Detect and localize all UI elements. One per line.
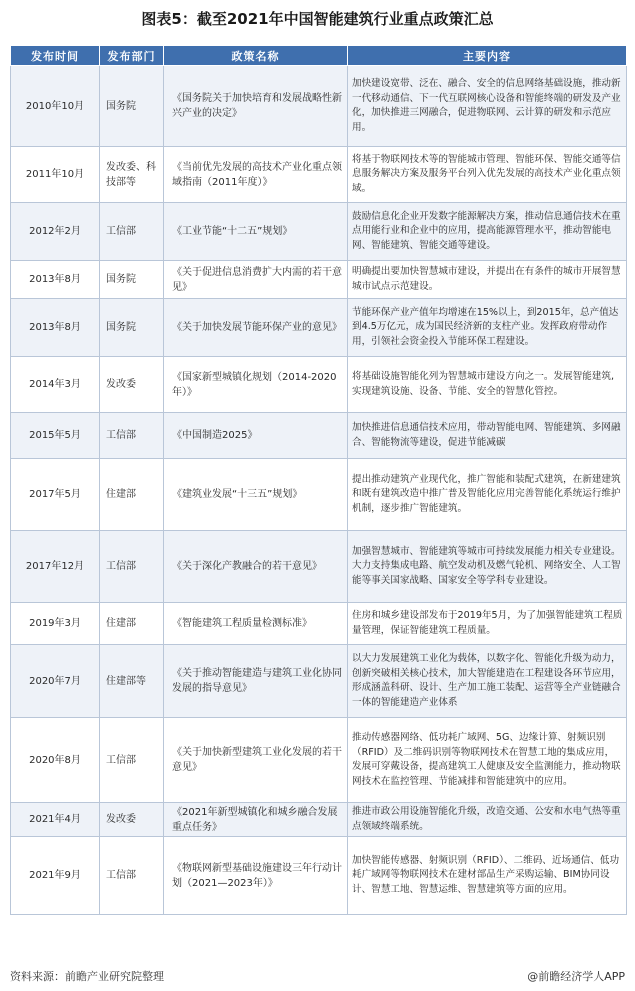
cell-date: 2012年2月 <box>11 203 100 261</box>
cell-dept: 发改委、科技部等 <box>100 147 164 203</box>
table-row <box>11 413 627 459</box>
table-row <box>11 203 627 261</box>
cell-dept: 工信部 <box>100 203 164 261</box>
table-row <box>11 261 627 299</box>
table-row <box>11 357 627 413</box>
page-title: 图表5：截至2021年中国智能建筑行业重点政策汇总 <box>141 10 494 28</box>
table-row <box>11 645 627 718</box>
header-name: 政策名称 <box>164 46 348 66</box>
cell-dept: 发改委 <box>100 357 164 413</box>
cell-date: 2019年3月 <box>11 603 100 645</box>
cell-policy-name: 《工业节能“十二五”规划》 <box>164 203 348 261</box>
policy-table <box>10 45 627 915</box>
cell-policy-name: 《关于加快发展节能环保产业的意见》 <box>164 299 348 357</box>
table-row <box>11 837 627 915</box>
cell-content: 以大力发展建筑工业化为载体，以数字化、智能化升级为动力，创新突破相关核心技术，加大智能建造在工程建设各环节应用，形成涵盖科研、设计、生产加工施工装配、运营等全产业链融合一体的智能建造产业体系 <box>348 645 627 718</box>
cell-content: 明确提出要加快智慧城市建设，并提出在有条件的城市开展智慧城市试点示范建设。 <box>348 261 627 299</box>
cell-policy-name: 《关于推动智能建造与建筑工业化协同发展的指导意见》 <box>164 645 348 718</box>
cell-policy-name: 《物联网新型基础设施建设三年行动计划（2021—2023年）》 <box>164 837 348 915</box>
cell-content: 推进市政公用设施智能化升级，改造交通、公安和水电气热等重点领域终端系统。 <box>348 803 627 837</box>
table-row <box>11 459 627 531</box>
cell-policy-name: 《关于加快新型建筑工业化发展的若干意见》 <box>164 718 348 803</box>
cell-date: 2021年9月 <box>11 837 100 915</box>
cell-dept: 国务院 <box>100 261 164 299</box>
table-row <box>11 299 627 357</box>
cell-dept: 发改委 <box>100 803 164 837</box>
cell-policy-name: 《中国制造2025》 <box>164 413 348 459</box>
cell-policy-name: 《当前优先发展的高技术产业化重点领域指南（2011年度）》 <box>164 147 348 203</box>
cell-policy-name: 《智能建筑工程质量检测标准》 <box>164 603 348 645</box>
cell-policy-name: 《2021年新型城镇化和城乡融合发展重点任务》 <box>164 803 348 837</box>
cell-dept: 国务院 <box>100 66 164 147</box>
cell-date: 2010年10月 <box>11 66 100 147</box>
cell-policy-name: 《国家新型城镇化规划（2014-2020年）》 <box>164 357 348 413</box>
cell-dept: 工信部 <box>100 413 164 459</box>
cell-dept: 工信部 <box>100 531 164 603</box>
table-row <box>11 718 627 803</box>
header-date: 发布时间 <box>11 46 100 66</box>
cell-content: 加强智慧城市、智能建筑等城市可持续发展能力相关专业建设。大力支持集成电路、航空发动机及燃气轮机、网络安全、人工智能等事关国家战略、国家安全等学科专业建设。 <box>348 531 627 603</box>
cell-content: 加快建设宽带、泛在、融合、安全的信息网络基础设施，推动新一代移动通信、下一代互联网核心设备和智能终端的研发及产业化，加快推进三网融合，促进物联网、云计算的研发和示范应用。 <box>348 66 627 147</box>
cell-date: 2017年5月 <box>11 459 100 531</box>
cell-date: 2021年4月 <box>11 803 100 837</box>
table-row <box>11 531 627 603</box>
cell-dept: 住建部等 <box>100 645 164 718</box>
cell-content: 鼓励信息化企业开发数字能源解决方案，推动信息通信技术在重点用能行业和企业中的应用，提高能源管理水平，推动智能电网、智能建筑、智能交通等建设。 <box>348 203 627 261</box>
cell-date: 2013年8月 <box>11 261 100 299</box>
table-row <box>11 803 627 837</box>
cell-content: 加快推进信息通信技术应用，带动智能电网、智能建筑、多网融合、智能物流等建设，促进节能减碳 <box>348 413 627 459</box>
cell-policy-name: 《关于深化产教融合的若干意见》 <box>164 531 348 603</box>
cell-content: 提出推动建筑产业现代化，推广智能和装配式建筑，在新建建筑和既有建筑改造中推广普及智能化应用完善智能化系统运行维护机制，逐步推广智能建筑。 <box>348 459 627 531</box>
header-dept: 发布部门 <box>100 46 164 66</box>
cell-date: 2020年8月 <box>11 718 100 803</box>
source-note: 资料来源：前瞻产业研究院整理 <box>10 970 164 983</box>
cell-content: 将基于物联网技术等的智能城市管理、智能环保、智能交通等信息服务解决方案及服务平台列入优先发展的高技术产业化重点领域。 <box>348 147 627 203</box>
cell-dept: 住建部 <box>100 459 164 531</box>
cell-policy-name: 《建筑业发展“十三五”规划》 <box>164 459 348 531</box>
cell-dept: 国务院 <box>100 299 164 357</box>
cell-content: 推动传感器网络、低功耗广域网、5G、边缘计算、射频识别（RFID）及二维码识别等物联网技术在智慧工地的集成应用，发展可穿戴设备，提高建筑工人健康及安全监测能力，推动物联网技术在监控管理、节能减排和智能建筑中的应用。 <box>348 718 627 803</box>
cell-date: 2020年7月 <box>11 645 100 718</box>
cell-policy-name: 《关于促进信息消费扩大内需的若干意见》 <box>164 261 348 299</box>
table-header-row <box>11 46 627 66</box>
cell-date: 2015年5月 <box>11 413 100 459</box>
cell-policy-name: 《国务院关于加快培育和发展战略性新兴产业的决定》 <box>164 66 348 147</box>
cell-content: 节能环保产业产值年均增速在15%以上，到2015年，总产值达到4.5万亿元，成为国民经济新的支柱产业。发挥政府带动作用，引领社会资金投入节能环保工程建设。 <box>348 299 627 357</box>
cell-date: 2014年3月 <box>11 357 100 413</box>
cell-date: 2013年8月 <box>11 299 100 357</box>
cell-content: 住房和城乡建设部发布于2019年5月，为了加强智能建筑工程质量管理，保证智能建筑工程质量。 <box>348 603 627 645</box>
table-row <box>11 603 627 645</box>
brand-credit: @前瞻经济学人APP <box>527 970 625 983</box>
cell-date: 2011年10月 <box>11 147 100 203</box>
cell-dept: 工信部 <box>100 718 164 803</box>
header-content: 主要内容 <box>348 46 627 66</box>
cell-date: 2017年12月 <box>11 531 100 603</box>
cell-content: 加快智能传感器、射频识别（RFID）、二维码、近场通信、低功耗广域网等物联网技术在建材部品生产采购运输、BIM协同设计、智慧工地、智慧运维、智慧建筑等方面的应用。 <box>348 837 627 915</box>
table-row <box>11 147 627 203</box>
cell-dept: 住建部 <box>100 603 164 645</box>
table-row <box>11 66 627 147</box>
cell-content: 将基础设施智能化列为智慧城市建设方向之一。发展智能建筑,实现建筑设施、设备、节能、安全的智慧化管控。 <box>348 357 627 413</box>
cell-dept: 工信部 <box>100 837 164 915</box>
